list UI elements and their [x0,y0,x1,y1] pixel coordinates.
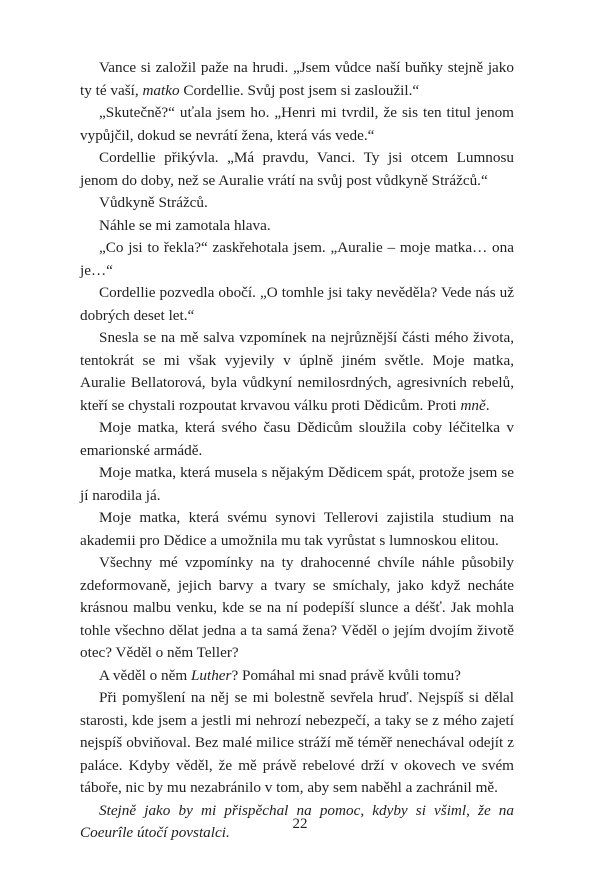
paragraph-4 [80,192,514,215]
paragraph-12 [80,552,514,665]
paragraph-7 [80,282,514,327]
paragraph-text: . [485,396,490,414]
paragraph-3 [80,147,514,192]
paragraph-text: Všechny mé vzpomínky na ty drahocenné chvíle náhle působily zdeformovaně, jejich barvy a tvary se smíchaly, jako když necháte krásnou malbu venku, kde se na ní podepíší slunce a déšť. Jak mohla tohle všechno dělat jedna a ta samá žena? Věděl o jejím dvojím životě otec? Věděl o něm Teller? [80,554,514,661]
paragraph-text: „Skutečně?“ uťala jsem ho. „Henri mi tvrdil, že sis ten titul jenom vypůjčil, dokud se nevrátí žena, která vás vede.“ [80,104,514,144]
italic-text: Stejně jako by mi přispěchal na pomoc, kdyby si všiml, že na Coeurîle útočí povstalci. [80,801,514,841]
paragraph-text: Snesla se na mě salva vzpomínek na nejrůznější části mého života, tentokrát se mi však vyjevily v úplně jiném světle. Moje matka, Auralie Bellatorová, byla vůdkyní nemilosrdných, agresivních rebelů, kteří se chystali rozpoutat krvavou válku proti Dědicům. Proti [80,329,514,414]
paragraph-8 [80,327,514,417]
paragraph-text: Náhle se mi zamotala hlava. [99,216,271,234]
paragraph-14 [80,687,514,800]
paragraph-text: Při pomyšlení na něj se mi bolestně sevřela hruď. Nejspíš si dělal starosti, kde jsem a jestli mi nehrozí nebezpečí, a taky se z mého zajetí nejspíš obviňoval. Bez malé milice stráží mě téměř nenechával odejít z paláce. Kdyby věděl, že mě právě rebelové drží v okovech ve svém táboře, nic by mu nezabránilo v tom, aby sem naběhl a zachránil mě. [80,689,514,796]
italic-text: matko [142,81,180,99]
paragraph-text: Cordellie přikývla. „Má pravdu, Vanci. Ty jsi otcem Lumnosu jenom do doby, než se Auralie vrátí na svůj post vůdkyně Strážců.“ [80,149,514,189]
paragraph-11 [80,507,514,552]
paragraph-13 [80,665,514,688]
paragraph-text: „Co jsi to řekla?“ zaskřehotala jsem. „Auralie – moje matka… ona je…“ [80,239,514,279]
paragraph-text: Vance si založil paže na hrudi. „Jsem vůdce naší buňky stejně jako ty té vaší, [80,59,514,99]
paragraph-10 [80,462,514,507]
paragraph-text: A věděl o něm [99,666,191,684]
paragraph-text: Moje matka, která svému synovi Tellerovi zajistila studium na akademii pro Dědice a umožnila mu tak vyrůstat s lumnoskou elitou. [80,509,514,549]
paragraph-text: Vůdkyně Strážců. [99,194,208,211]
italic-text: mně [460,396,486,414]
italic-text: Luther [190,666,232,684]
paragraph-text: Cordellie. Svůj post jsem si zasloužil.“ [179,81,420,99]
paragraph-9 [80,417,514,462]
paragraph-6 [80,237,514,282]
paragraph-5 [80,215,514,238]
paragraph-2 [80,102,514,147]
paragraph-text: Cordellie pozvedla obočí. „O tomhle jsi taky nevěděla? Vede nás už dobrých deset let.“ [80,284,514,324]
page-number: 22 [292,816,308,832]
page-body [80,57,514,845]
paragraph-text: ? Pomáhal mi snad právě kvůli tomu? [231,666,461,684]
paragraph-text: Moje matka, která svého času Dědicům sloužila coby léčitelka v emarionské armádě. [80,419,514,459]
paragraph-1 [80,57,514,102]
paragraph-text: Moje matka, která musela s nějakým Dědicem spát, protože jsem se jí narodila já. [80,464,514,504]
